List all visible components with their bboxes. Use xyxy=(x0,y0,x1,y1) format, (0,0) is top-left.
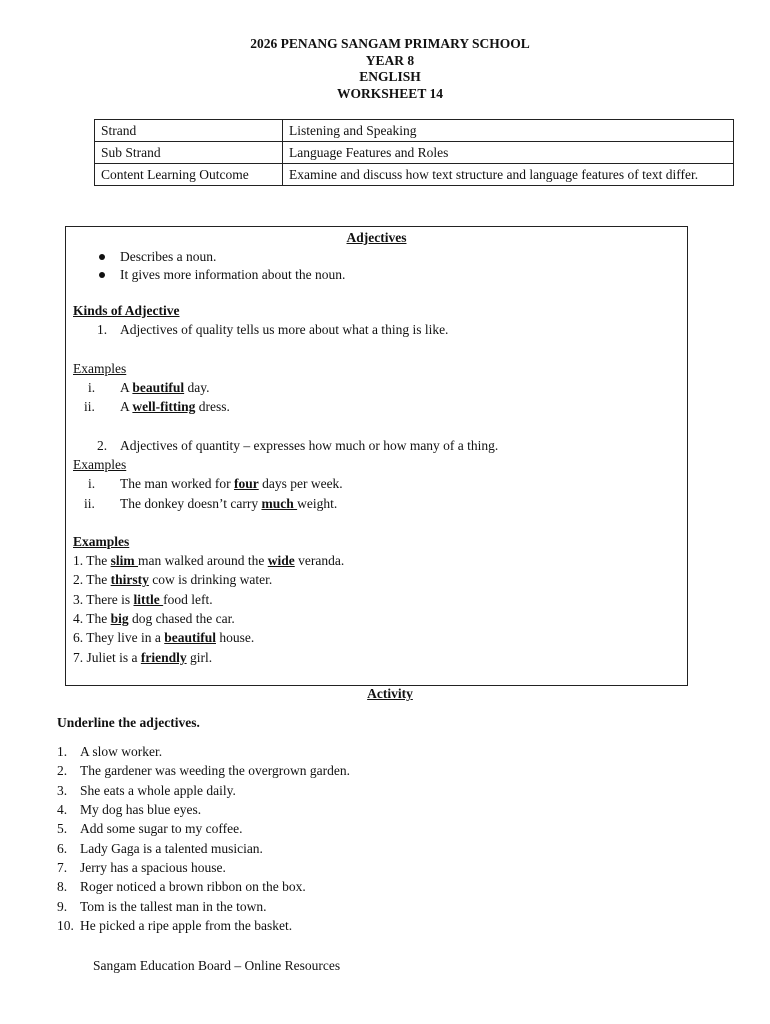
worksheet-number: WORKSHEET 14 xyxy=(337,85,443,101)
adjective-word: much xyxy=(261,496,298,511)
list-item: Lady Gaga is a talented musician. xyxy=(80,841,263,856)
activity-instruction: Underline the adjectives. xyxy=(57,715,200,730)
kind-text: Adjectives of quantity – expresses how much or how many of a thing. xyxy=(120,438,499,453)
list-item-number: 1. xyxy=(57,744,68,759)
page-footer: Sangam Education Board – Online Resources xyxy=(93,958,341,973)
adjectives-notes-box xyxy=(65,226,688,686)
list-item-number: 2. xyxy=(57,763,68,778)
example-number: i. xyxy=(88,380,96,395)
school-name: 2026 PENANG SANGAM PRIMARY SCHOOL xyxy=(250,36,530,51)
list-item: Add some sugar to my coffee. xyxy=(80,821,243,836)
list-item: A slow worker. xyxy=(80,744,163,759)
adjective-word: friendly xyxy=(140,650,187,665)
list-item-number: 3. xyxy=(57,783,68,798)
kinds-heading: Kinds of Adjective xyxy=(73,303,180,318)
list-item-number: 10. xyxy=(57,918,74,933)
worksheet-header xyxy=(0,36,770,102)
list-item-number: 8. xyxy=(57,879,68,894)
list-item-number: 7. xyxy=(57,860,68,875)
strand-value: Listening and Speaking xyxy=(283,120,734,142)
adjective-word: well-fitting xyxy=(132,399,196,414)
example-line: A beautiful day. xyxy=(120,380,210,395)
examples-label: Examples xyxy=(73,457,127,472)
adjective-word: four xyxy=(233,476,259,491)
list-item: Jerry has a spacious house. xyxy=(80,860,226,875)
strand-label: Strand xyxy=(95,120,283,142)
example-number: ii. xyxy=(84,399,95,414)
table-row xyxy=(95,142,734,164)
list-item: Roger noticed a brown ribbon on the box. xyxy=(80,879,306,894)
adjective-word: beautiful xyxy=(132,380,185,395)
examples-label: Examples xyxy=(73,361,127,376)
example-number: i. xyxy=(88,476,96,491)
example-sentence: 1. The slim man walked around the wide veranda. xyxy=(73,553,345,568)
examples-heading: Examples xyxy=(73,534,130,549)
adjective-word: little xyxy=(133,592,164,607)
example-sentence: 6. They live in a beautiful house. xyxy=(73,630,255,645)
adjective-word: big xyxy=(110,611,129,626)
kind-number: 2. xyxy=(97,438,108,453)
example-sentence: 7. Juliet is a friendly girl. xyxy=(73,650,213,665)
list-item: The gardener was weeding the overgrown garden. xyxy=(80,763,351,778)
adjective-word: thirsty xyxy=(110,572,149,587)
outcome-label: Content Learning Outcome xyxy=(95,164,283,186)
subject: ENGLISH xyxy=(359,69,421,84)
sub-strand-label: Sub Strand xyxy=(95,142,283,164)
example-sentence: 3. There is little food left. xyxy=(73,592,213,607)
curriculum-table xyxy=(94,119,734,186)
list-item-number: 6. xyxy=(57,841,68,856)
example-line: The man worked for four days per week. xyxy=(120,476,343,491)
table-row xyxy=(95,120,734,142)
list-item: He picked a ripe apple from the basket. xyxy=(80,918,293,933)
example-number: ii. xyxy=(84,496,95,511)
example-sentence: 2. The thirsty cow is drinking water. xyxy=(73,572,273,587)
list-item: Tom is the tallest man in the town. xyxy=(80,899,267,914)
table-row xyxy=(95,164,734,186)
list-item-number: 9. xyxy=(57,899,68,914)
kind-number: 1. xyxy=(97,322,108,337)
list-item-number: 4. xyxy=(57,802,68,817)
sub-strand-value: Language Features and Roles xyxy=(283,142,734,164)
list-item-number: 5. xyxy=(57,821,68,836)
year-level: YEAR 8 xyxy=(365,52,415,68)
bullet-icon xyxy=(99,254,105,260)
outcome-value: Examine and discuss how text structure and language features of text differ. xyxy=(283,164,734,186)
example-line: The donkey doesn’t carry much weight. xyxy=(120,496,338,511)
adjective-word: beautiful xyxy=(164,630,216,645)
adjective-word: slim xyxy=(110,553,139,568)
example-sentence: 4. The big dog chased the car. xyxy=(73,611,235,626)
bullet-item: It gives more information about the noun. xyxy=(120,267,346,282)
notes-title: Adjectives xyxy=(346,230,407,245)
list-item: My dog has blue eyes. xyxy=(80,802,202,817)
adjective-word: wide xyxy=(267,553,295,568)
bullet-item: Describes a noun. xyxy=(120,249,217,264)
kind-text: Adjectives of quality tells us more about what a thing is like. xyxy=(120,322,449,337)
list-item: She eats a whole apple daily. xyxy=(80,783,236,798)
bullet-icon xyxy=(99,272,105,278)
activity-title: Activity xyxy=(367,686,413,701)
example-line: A well-fitting dress. xyxy=(120,399,230,414)
